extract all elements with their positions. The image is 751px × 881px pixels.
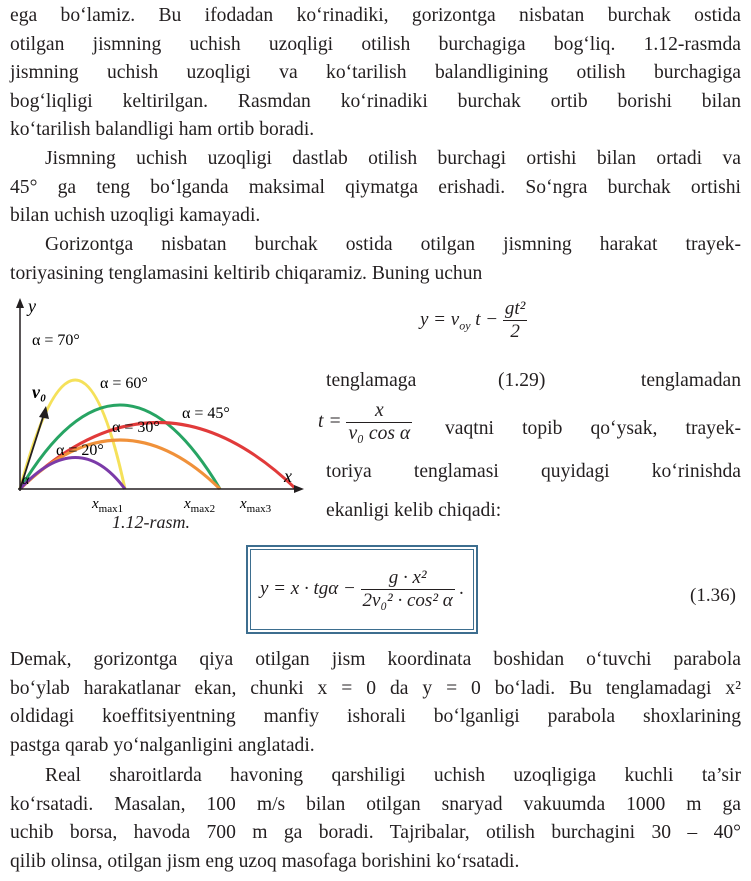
boxed-equation: y = x · tgα − $\frac{\text{g · x²}}{\text{2v₀² · cos² α}}$ . [246,545,478,634]
xmax3-label: $x_{max3}$ [240,496,272,515]
right-text-line-4: ekanligi kelib chiqadi: [326,500,502,521]
paragraph-1 [10,2,741,145]
y-axis-arrow [16,298,24,308]
right-text-line-1: tenglamaga (1.29) tenglamadan [326,370,741,391]
text-line: uchib borsa, havoda 700 m ga boradi. Tajribalar, otilish burchagini 30 – 40° [10,822,741,844]
text-line: ko‘tarilish balandligi ham ortib boradi. [10,119,315,141]
x-axis-label: x [284,466,292,486]
text-line: jismning uchish uzoqligi va ko‘tarilish balandligining otilish burchagiga [10,62,741,84]
figure-caption: 1.12-rasm. [112,512,191,532]
text-line: Real sharoitlarda havoning qarshiligi uchish uzoqligiga kuchli ta’sir [45,765,741,786]
paragraph-4 [10,646,741,760]
trajectory-figure [8,296,308,541]
paragraph-5 [10,762,741,876]
alpha-label: α [22,473,30,488]
angle-label-30: α = 30° [112,419,160,436]
text-line: qilib olinsa, otilgan jism eng uzoq masofaga borishini ko‘rsatadi. [10,850,520,872]
angle-label-45: α = 45° [182,405,230,422]
text-line: Gorizontga nisbatan burchak ostida otilgan jismning harakat trayek- [45,234,741,255]
text-line: bo‘ylab harakatlanar ekan, chunki x = 0 da y = 0 bo‘ladi. Bu tenglamadagi x² [10,677,741,699]
text-line: otilgan jismning uchish uzoqligi otilish burchagiga bog‘liq. 1.12-rasmda [10,33,741,55]
text-line: Demak, gorizontga qiya otilgan jism koordinata boshidan o‘tuvchi parabola [10,649,741,670]
text-line: bog‘liqligi keltirilgan. Rasmdan ko‘rinadiki burchak ortib borishi bilan [10,90,741,112]
x-axis-arrow [294,485,304,493]
t-equation: t = $\frac{x}{\text{v₀ cos α}}$ [318,400,411,444]
right-text-line-3: toriya tenglamasi quyidagi ko‘rinishda [326,461,741,482]
text-line: oldidagi koeffitsiyentning manfiy ishorali bo‘lganligi parabola shoxlarining [10,706,741,728]
v0-label: v₀ [32,382,47,402]
paragraph-2 [10,145,741,231]
paragraph-3 [10,231,741,288]
text-line: toriyasining tenglamasini keltirib chiqaramiz. Buning uchun [10,262,483,284]
text-line: ega bo‘lamiz. Bu ifodadan ko‘rinadiki, gorizontga nisbatan burchak ostida [10,5,741,26]
right-text-line-2: vaqtni topib qo‘ysak, trayek- [445,418,741,439]
xmax1-label: $x_{max1}$ [92,496,124,515]
text-line: ko‘rsatadi. Masalan, 100 m/s bilan otilgan snaryad vakuumda 1000 m ga [10,793,741,815]
equation-1: $y = v_{oy}$ t − $\frac{\text{gt²}}{2}$ [420,298,526,342]
xmax2-label: $x_{max2}$ [184,496,216,515]
equation-number: (1.36) [690,585,736,606]
angle-label-70: α = 70° [32,332,80,349]
angle-label-60: α = 60° [100,375,148,392]
angle-label-20: α = 20° [56,442,104,459]
text-line: Jismning uchish uzoqligi dastlab otilish burchagi ortishi bilan ortadi va [45,148,741,169]
y-axis-label: y [28,296,36,316]
text-line: 45° ga teng bo‘lganda maksimal qiymatga erishadi. So‘ngra burchak ortishi [10,176,741,198]
text-line: bilan uchish uzoqligi kamayadi. [10,205,261,227]
text-line: pastga qarab yo‘nalganligini anglatadi. [10,734,315,756]
